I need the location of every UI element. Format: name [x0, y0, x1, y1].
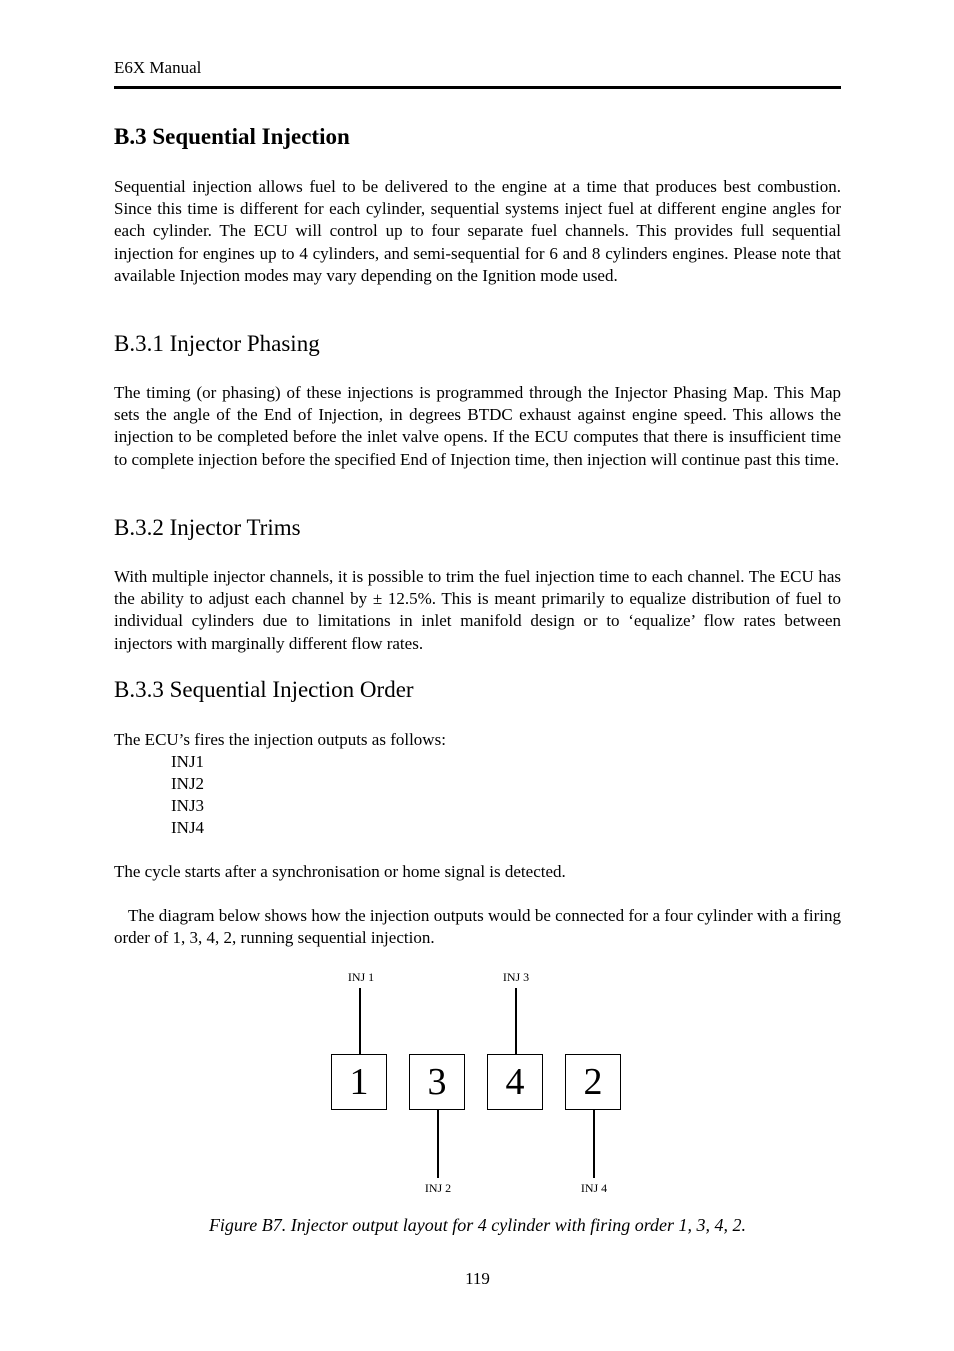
list-item: INJ3: [171, 796, 205, 815]
cycle-paragraph: The cycle starts after a synchronisation or home signal is detected.: [114, 862, 566, 881]
wire-top: [359, 988, 361, 1054]
inj-label-top: INJ 3: [502, 970, 530, 984]
inj-label-bottom: INJ 4: [580, 1181, 608, 1195]
injection-order-list: [171, 751, 204, 839]
figure-caption: Figure B7. Injector output layout for 4 cylinder with firing order 1, 3, 4, 2.: [208, 1215, 747, 1235]
running-header: E6X Manual: [114, 58, 202, 77]
wire-bottom: [593, 1110, 595, 1178]
inj-label-bottom: INJ 2: [424, 1181, 452, 1195]
wire-top: [515, 988, 517, 1054]
trims-paragraph: With multiple injector channels, it is possible to trim the fuel injection time to each channel. The ECU has the ability to adjust each channel by ± 12.5%. This is meant primarily to equalize distribution of fuel to individual cylinders due to limitations in inlet manifold design or to ‘equalize’ flow rates between injectors with marginally different flow rates.: [114, 567, 841, 653]
section-paragraph: Sequential injection allows fuel to be delivered to the engine at a time that produces best combustion. Since this time is different for each cylinder, sequential systems inject fuel at different engine angles for each cylinder. The ECU will control up to four separate fuel channels. This provides full sequential injection for engines up to 4 cylinders, and semi-sequential for 6 and 8 cylinders engines. Please note that available Injection modes may vary depending on the Ignition mode used.: [114, 177, 841, 285]
order-title: B.3.3 Sequential Injection Order: [114, 677, 414, 702]
list-item: INJ1: [171, 752, 205, 771]
phasing-title: B.3.1 Injector Phasing: [114, 331, 320, 356]
wire-bottom: [437, 1110, 439, 1178]
trims-title: B.3.2 Injector Trims: [114, 515, 301, 540]
cylinder-box: 1: [331, 1054, 387, 1110]
page-number: 119: [465, 1269, 490, 1288]
diagram-intro: The diagram below shows how the injection outputs would be connected for a four cylinder with a firing order of 1, 3, 4, 2, running sequential injection.: [114, 906, 841, 948]
injector-diagram: [330, 966, 630, 1201]
cylinder-box: 4: [487, 1054, 543, 1110]
inj-label-top: INJ 1: [347, 970, 375, 984]
order-intro: The ECU’s fires the injection outputs as follows:: [114, 730, 446, 749]
section-title: B.3 Sequential Injection: [114, 124, 350, 149]
header-rule: [114, 86, 841, 89]
list-item: INJ2: [171, 774, 205, 793]
cylinder-box: 2: [565, 1054, 621, 1110]
phasing-paragraph: The timing (or phasing) of these injections is programmed through the Injector Phasing Map. This Map sets the angle of the End of Injection, in degrees BTDC exhaust against engine speed. This allows the injection to be completed before the inlet valve opens. If the ECU computes that there is insufficient time to complete injection before the specified End of Injection time, then injection will continue past this time.: [114, 383, 841, 469]
list-item: INJ4: [171, 818, 205, 837]
cylinder-box: 3: [409, 1054, 465, 1110]
